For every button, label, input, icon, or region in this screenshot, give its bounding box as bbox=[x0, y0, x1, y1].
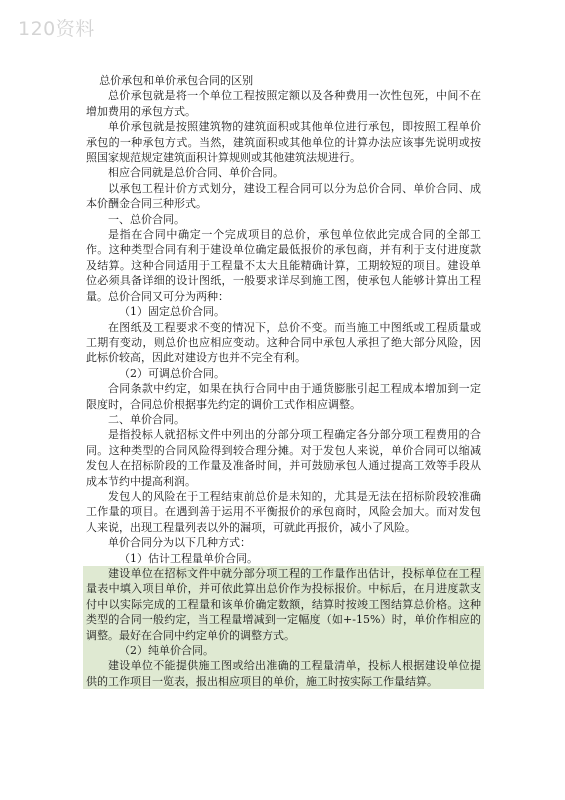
watermark-logo: 120资料 bbox=[18, 18, 95, 40]
paragraph-unit-price-types: 单价合同分为以下几种方式： bbox=[108, 536, 251, 550]
section-heading-total-price: 一、总价合同。 bbox=[108, 212, 185, 226]
paragraph-unit-price-def: 单价承包就是按照建筑物的建筑面积或其他单位进行承包，即按照工程单价承包的一种承包方式。当然，建筑面积或其他单位的计算办法应该事先说明或按照国家规范规定建筑面积计算规则或其他建筑法规进行。 bbox=[86, 120, 481, 165]
paragraph-unit-price-contract: 是指投标人就招标文件中列出的分部分项工程确定各分部分项工程费用的合同。这种类型的合同风险得到较合理分摊。对于发包人来说，单价合同可以缩减发包人在招标阶段的工作量及准备时间，并可鼓励承包人通过提高工效等手段从成本节约中提高利润。 bbox=[86, 428, 481, 488]
document-body bbox=[86, 73, 481, 689]
paragraph-classification: 以承包工程计价方式划分，建设工程合同可以分为总价合同、单价合同、成本价酬金合同三种形式。 bbox=[86, 181, 481, 211]
section-heading-unit-price: 二、单价合同。 bbox=[108, 412, 185, 426]
paragraph-fixed-total: 在图纸及工程要求不变的情况下，总价不变。而当施工中图纸或工程质量或工期有变动，则总价也应相应变动。这种合同中承包人承担了绝大部分风险，因此标价较高，因此对建设方也并不完全有利。 bbox=[86, 320, 481, 365]
document-title: 总价承包和单价承包合同的区别 bbox=[99, 74, 254, 87]
subheading-estimated-quantity: （1）估计工程量单价合同。 bbox=[119, 551, 258, 565]
highlighted-block bbox=[83, 566, 484, 689]
paragraph-pure-unit-price: 建设单位不能提供施工图或给出准确的工程量清单，投标人根据建设单位提供的工作项目一览表，报出相应项目的单价，施工时按实际工作量结算。 bbox=[86, 659, 481, 688]
paragraph-estimated-quantity: 建设单位在招标文件中就分部分项工程的工作量作出估计，投标单位在工程量表中填入项目单价，并可依此算出总价作为投标报价。中标后，在月进度款支付中以实际完成的工程量和该单价确定数额，结算时按竣工图结算总价格。这种类型的合同一般约定，当工程量增减到一定幅度（如+-15%）时，单价作相应的调整。最好在合同中约定单价的调整方式。 bbox=[86, 567, 481, 642]
paragraph-adjustable-total: 合同条款中约定，如果在执行合同中由于通货膨胀引起工程成本增加到一定限度时，合同总价根据事先约定的调价工式作相应调整。 bbox=[86, 382, 481, 411]
paragraph-total-price-contract: 是指在合同中确定一个完成项目的总价，承包单位依此完成合同的全部工作。这种类型合同有利于建设单位确定最低报价的承包商，并有利于支付进度款及结算。这种合同适用于工程量不太大且能精确计算，工期较短的项目。建设单位必须具备详细的设计图纸，一般要求详尽到施工图，使承包人能够计算出工程量。总价合同又可分为两种： bbox=[86, 228, 481, 303]
subheading-adjustable-total: （2）可调总价合同。 bbox=[119, 366, 225, 380]
subheading-fixed-total: （1）固定总价合同。 bbox=[119, 305, 225, 319]
paragraph-contract-types: 相应合同就是总价合同、单价合同。 bbox=[108, 166, 284, 180]
paragraph-total-price-def: 总价承包就是将一个单位工程按照定额以及各种费用一次性包死，中间不在增加费用的承包方式。 bbox=[86, 89, 481, 118]
paragraph-owner-risk: 发包人的风险在于工程结束前总价是未知的，尤其是无法在招标阶段较准确工作量的项目。在遇到善于运用不平衡报价的承包商时，风险会加大。而对发包人来说，出现工程量列表以外的漏项，可就此再报价，减小了风险。 bbox=[86, 489, 481, 534]
subheading-pure-unit-price: （2）纯单价合同。 bbox=[119, 644, 214, 658]
